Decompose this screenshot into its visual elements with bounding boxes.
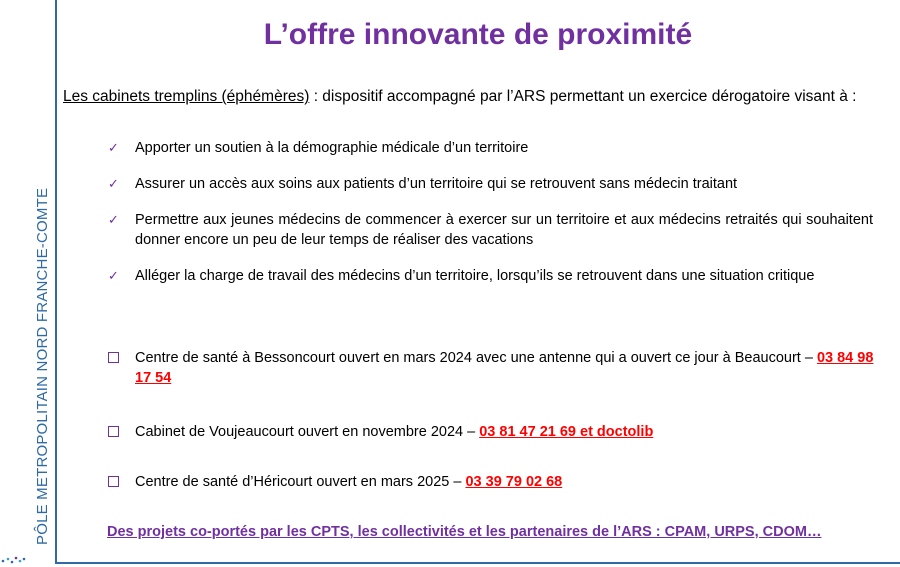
list-item xyxy=(108,266,873,286)
list-item xyxy=(108,138,873,158)
left-border-line xyxy=(55,0,57,562)
checkbox-square-icon xyxy=(108,476,119,487)
intro-underlined: Les cabinets tremplins (éphémères) xyxy=(63,88,310,105)
checkmark-icon: ✓ xyxy=(108,140,119,155)
checkmark-icon: ✓ xyxy=(108,176,119,191)
centre-text: Cabinet de Voujeaucourt ouvert en novembre 2024 – xyxy=(135,424,480,440)
centre-item xyxy=(108,472,878,492)
phone-link[interactable]: 03 84 98 17 54 xyxy=(135,350,874,386)
bottom-border-line xyxy=(55,562,900,564)
logo-dots-icon xyxy=(0,553,40,567)
centre-item xyxy=(108,422,878,442)
intro-rest: : dispositif accompagné par l’ARS permettant un exercice dérogatoire visant à : xyxy=(309,88,857,105)
centre-item xyxy=(108,348,878,388)
side-label: PÔLE METROPOLITAIN NORD FRANCHE-COMTE xyxy=(34,187,51,545)
partners-link[interactable]: Des projets co-portés par les CPTS, les collectivités et les partenaires de l’ARS : CPAM, URPS, CDOM… xyxy=(107,524,822,540)
checkmark-icon: ✓ xyxy=(108,212,119,227)
centre-text: Centre de santé d’Héricourt ouvert en mars 2025 – xyxy=(135,474,466,490)
list-item-text: Assurer un accès aux soins aux patients d’un territoire qui se retrouvent sans médecin traitant xyxy=(135,176,738,192)
checkbox-square-icon xyxy=(108,426,119,437)
list-item-text: Apporter un soutien à la démographie médicale d’un territoire xyxy=(135,140,529,156)
checkbox-square-icon xyxy=(108,352,119,363)
phone-link[interactable]: 03 81 47 21 69 et doctolib xyxy=(479,424,654,440)
check-list xyxy=(108,138,873,286)
intro-paragraph xyxy=(63,86,863,108)
centre-text: Centre de santé à Bessoncourt ouvert en mars 2024 avec une antenne qui a ouvert ce jour à Beaucourt – xyxy=(135,350,817,366)
phone-link[interactable]: 03 39 79 02 68 xyxy=(465,474,563,490)
page-title: L’offre innovante de proximité xyxy=(263,18,693,51)
checkmark-icon: ✓ xyxy=(108,268,119,283)
list-item xyxy=(108,174,873,194)
list-item-text: Permettre aux jeunes médecins de commencer à exercer sur un territoire et aux médecins retraités qui souhaitent donner encore un peu de leur temps de réaliser des vacations xyxy=(135,212,873,248)
list-item xyxy=(108,210,873,250)
list-item-text: Alléger la charge de travail des médecins d’un territoire, lorsqu’ils se retrouvent dans une situation critique xyxy=(135,268,815,284)
